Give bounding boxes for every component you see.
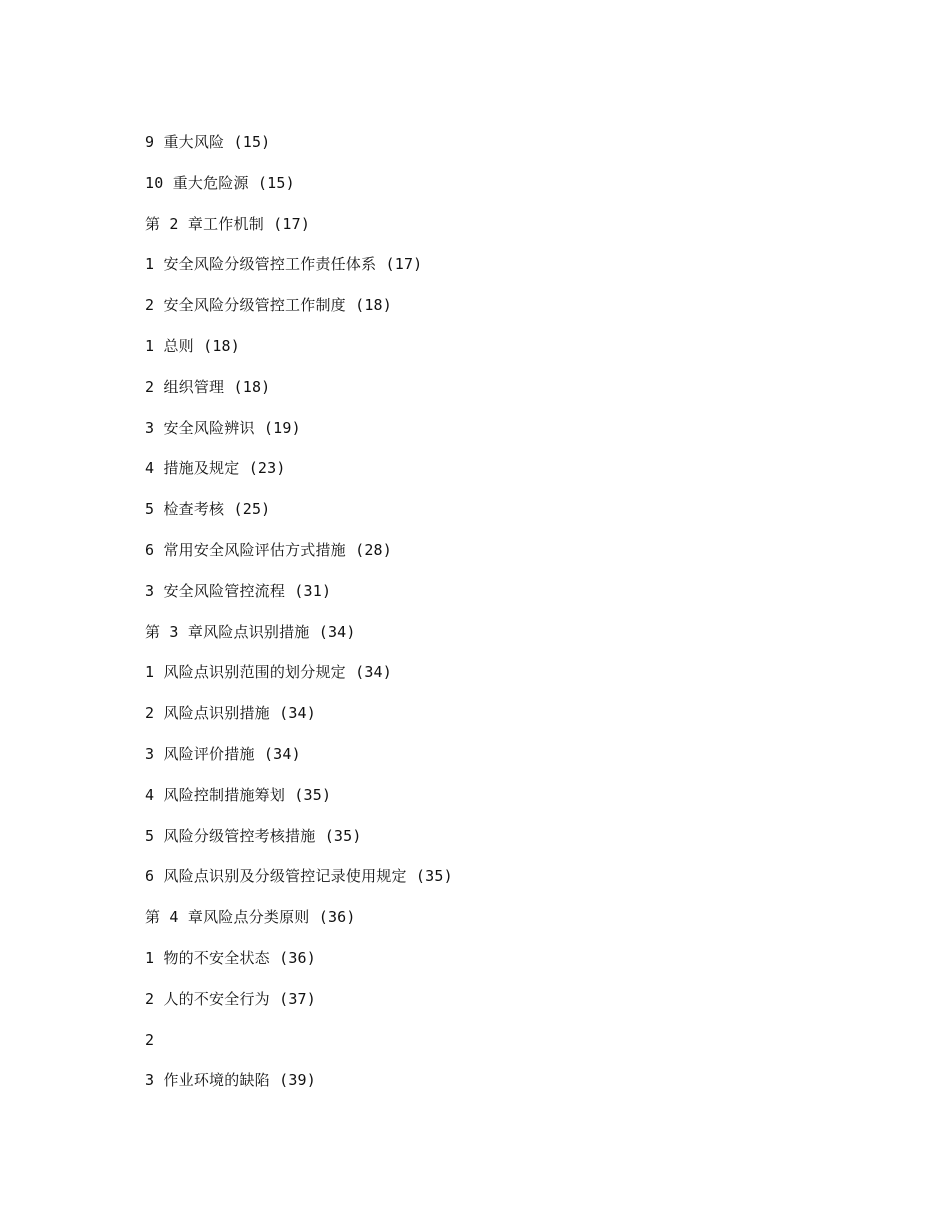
toc-entry: 4 措施及规定 (23): [145, 459, 286, 478]
toc-entry: 2 人的不安全行为 (37): [145, 989, 317, 1008]
toc-chapter-heading: 第 3 章风险点识别措施 (34): [145, 622, 356, 641]
toc-entry: 1 物的不安全状态 (36): [145, 948, 317, 967]
toc-chapter-heading: 第 2 章工作机制 (17): [145, 214, 311, 233]
toc-entry: 2 组织管理 (18): [145, 377, 271, 396]
toc-entry: 3 作业环境的缺陷 (39): [145, 1071, 317, 1090]
toc-entry: 10 重大危险源 (15): [145, 173, 295, 192]
table-of-contents: [145, 130, 453, 1109]
toc-entry: 2 风险点识别措施 (34): [145, 704, 317, 723]
page-number: 2: [145, 1030, 155, 1049]
toc-entry: 3 风险评价措施 (34): [145, 744, 301, 763]
toc-entry: 1 风险点识别范围的划分规定 (34): [145, 663, 393, 682]
toc-entry: 3 安全风险辨识 (19): [145, 418, 301, 437]
toc-entry: 3 安全风险管控流程 (31): [145, 581, 332, 600]
toc-entry: 1 安全风险分级管控工作责任体系 (17): [145, 255, 423, 274]
toc-entry: 6 常用安全风险评估方式措施 (28): [145, 540, 393, 559]
toc-entry: 9 重大风险 (15): [145, 133, 271, 151]
toc-entry: 5 检查考核 (25): [145, 500, 271, 519]
toc-entry: 4 风险控制措施筹划 (35): [145, 785, 332, 804]
toc-entry: 5 风险分级管控考核措施 (35): [145, 826, 362, 845]
toc-entry: 2 安全风险分级管控工作制度 (18): [145, 296, 393, 315]
toc-chapter-heading: 第 4 章风险点分类原则 (36): [145, 908, 356, 927]
toc-entry: 6 风险点识别及分级管控记录使用规定 (35): [145, 867, 453, 886]
toc-entry: 1 总则 (18): [145, 336, 241, 355]
